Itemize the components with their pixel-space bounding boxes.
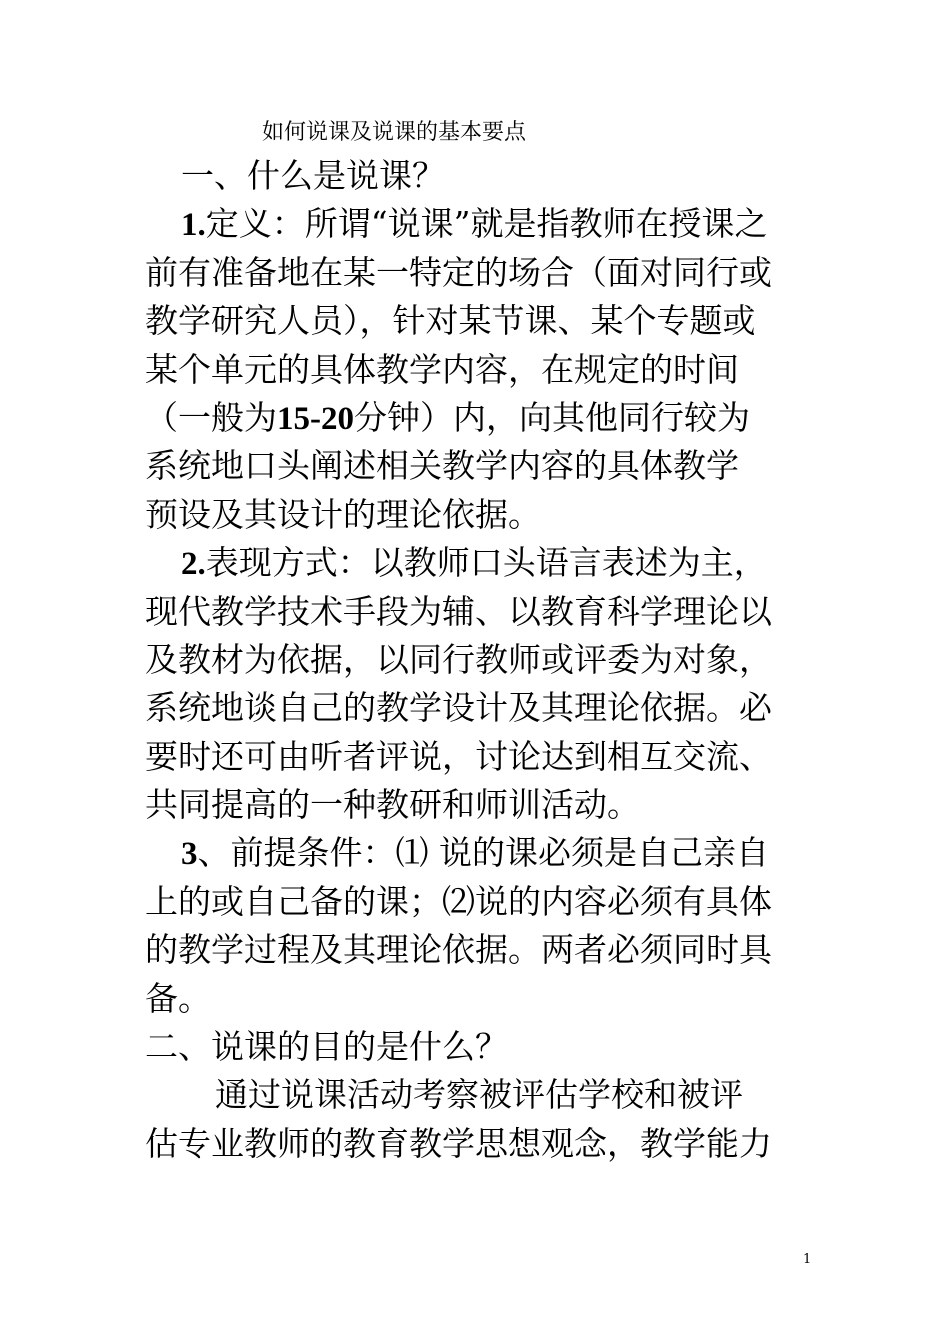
document-title: 如何说课及说课的基本要点 [262,120,527,145]
item-number: 1. [181,207,206,244]
duration-value: 15-20 [277,400,354,437]
paragraph-form-line [145,539,825,587]
paragraph-form-line: 要时还可由听者评说，讨论达到相互交流、 [145,736,772,776]
paragraph-form-line: 现代教学技术手段为辅、以教育科学理论以 [145,591,772,631]
section-heading-1: 一、什么是说课？ [181,156,445,195]
paragraph-purpose-line: 估专业教师的教育教学思想观念，教学能力 [145,1123,772,1163]
paragraph-form-line: 共同提高的一种教研和师训活动。 [145,785,640,825]
text-line: 、前提条件：⑴ 说的课必须是自己亲自 [197,833,769,873]
paragraph-prerequisite-line: 的教学过程及其理论依据。两者必须同时具 [145,930,772,970]
paragraph-prerequisite-line: 备。 [145,978,211,1018]
paragraph-prerequisite-line [145,829,825,877]
paragraph-definition-line: 某个单元的具体教学内容，在规定的时间 [145,349,739,389]
paragraph-definition-line: 系统地口头阐述相关教学内容的具体教学 [145,446,739,486]
paragraph-prerequisite-line: 上的或自己备的课；⑵说的内容必须有具体 [145,881,772,921]
paragraph-definition-line [145,394,825,442]
item-number: 2. [181,546,206,583]
paragraph-definition-line: 教学研究人员），针对某节课、某个专题或 [145,301,756,341]
paragraph-form-line: 及教材为依据，以同行教师或评委为对象， [145,639,772,679]
document-body [145,152,825,1168]
paragraph-definition-line: 预设及其设计的理论依据。 [145,494,541,534]
item-number: 3 [181,836,198,873]
text-fragment: （一般为 [145,397,277,437]
text-line: 表现方式：以教师口头语言表述为主， [205,543,767,583]
text-line: 定义：所谓“说课”就是指教师在授课之 [205,204,768,244]
paragraph-form-line: 系统地谈自己的教学设计及其理论依据。必 [145,688,772,728]
paragraph-purpose-line: 通过说课活动考察被评估学校和被评 [215,1075,743,1115]
paragraph-definition-line: 前有准备地在某一特定的场合（面对同行或 [145,252,772,292]
section-heading-2: 二、说课的目的是什么？ [145,1027,508,1067]
page-number: 1 [803,1252,812,1267]
paragraph-definition-line [145,200,825,248]
text-fragment: 分钟）内，向其他同行较为 [354,397,750,437]
